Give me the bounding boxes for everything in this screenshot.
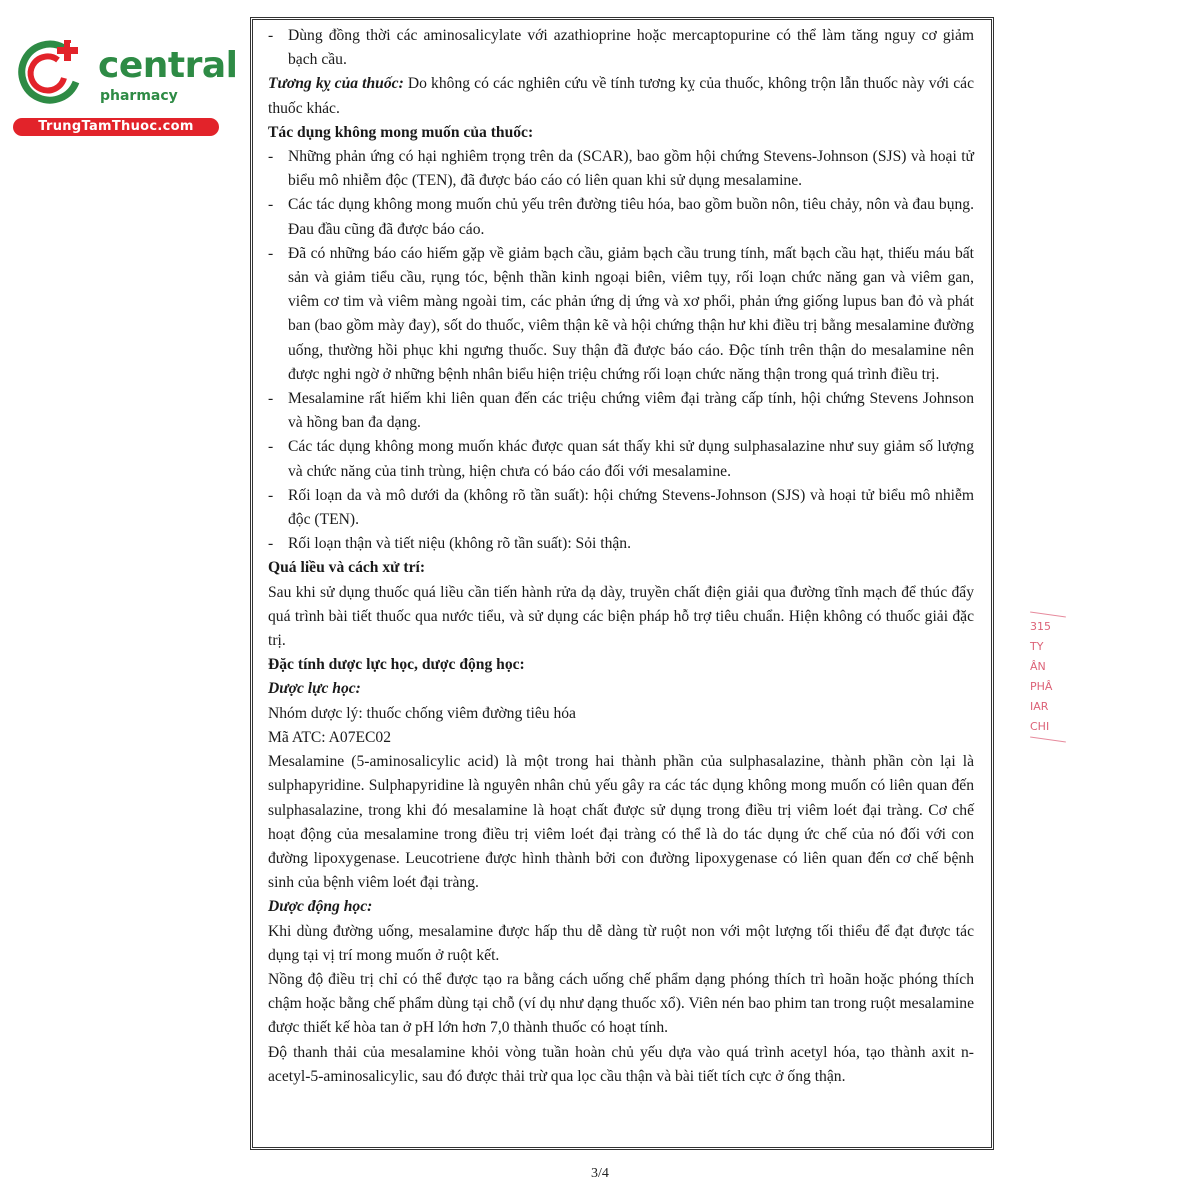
pharmacokinetics-paragraph: Khi dùng đường uống, mesalamine được hấp thu dễ dàng từ ruột non với một lượng tối thiểu để đạt được tác dụng tại vị trí mong muốn ở ruột kết. bbox=[268, 922, 974, 964]
adverse-bullet: - Mesalamine rất hiếm khi liên quan đến các triệu chứng viêm đại tràng cấp tính, hội chứng Stevens Johnson và hồng ban đa dạng. bbox=[268, 390, 974, 432]
interaction-bullet: - Dùng đồng thời các aminosalicylate với azathioprine hoặc mercaptopurine có thể làm tăng nguy cơ giảm bạch cầu. bbox=[268, 27, 974, 69]
adverse-bullet: - Rối loạn da và mô dưới da (không rõ tần suất): hội chứng Stevens-Johnson (SJS) và hoại tử biểu mô nhiễm độc (TEN). bbox=[268, 486, 974, 529]
incompatibility-paragraph: Tương kỵ của thuốc: Do không có các nghiên cứu về tính tương kỵ của thuốc, không trộn lẫn thuốc này với các thuốc khác. bbox=[268, 75, 974, 117]
adverse-bullet: - Các tác dụng không mong muốn chủ yếu trên đường tiêu hóa, bao gồm buồn nôn, tiêu chảy, nôn và đau bụng. Đau đầu cũng đã được báo cáo. bbox=[268, 196, 974, 238]
red-stamp-fragment: 315 TY ÂN PHÂ IAR CHI bbox=[1030, 612, 1080, 782]
adverse-bullet: - Các tác dụng không mong muốn khác được quan sát thấy khi sử dụng sulphasalazine như suy giảm số lượng và chức năng của tinh trùng, hiện chưa có báo cáo đối với mesalamine. bbox=[268, 438, 974, 480]
adverse-bullet: - Những phản ứng có hại nghiêm trọng trên da (SCAR), bao gồm hội chứng Stevens-Johnson (SJS) và hoại tử biểu mô nhiễm độc (TEN), đã được báo cáo có liên quan khi sử dụng mesalamine. bbox=[268, 148, 974, 190]
pharmacodynamics-paragraph: Mesalamine (5-aminosalicylic acid) là một trong hai thành phần của sulphasalazine, thành phần còn lại là sulphapyridine. Sulphapyridine là nguyên nhân chủ yếu gây ra các tác dụng không mong muốn có liên quan đến sulphasalazine, trong khi đó mesalamine là hoạt chất được sử dụng trong điều trị viêm loét đại tràng. Cơ chế hoạt động của mesalamine trong điều trị viêm loét đại tràng có thể là do tác dụng ức chế của nó đối với con đường lipoxygenase. Leucotriene được hình thành bởi con đường lipoxygenase có liên quan đến cơ chế bệnh sinh của bệnh viêm loét đại tràng. bbox=[268, 753, 974, 892]
adverse-bullet: - Rối loạn thận và tiết niệu (không rõ tần suất): Sỏi thận. bbox=[268, 535, 632, 553]
overdose-heading: Quá liều và cách xử trí: bbox=[268, 559, 426, 577]
central-pharmacy-logo[interactable] bbox=[10, 38, 238, 138]
brand-subtitle: pharmacy bbox=[100, 88, 178, 104]
pharmacokinetics-paragraph: Nồng độ điều trị chỉ có thể được tạo ra bằng cách uống chế phẩm dạng phóng thích trì hoãn hoặc phóng thích chậm hoặc bằng chế phẩm dùng tại chỗ (ví dụ như dạng thuốc xổ). Viên nén bao phim tan trong ruột mesalamine được thiết kế hòa tan ở pH lớn hơn 7,0 thành thuốc có hoạt tính. bbox=[268, 970, 974, 1037]
incompatibility-label: Tương kỵ của thuốc: bbox=[268, 75, 404, 93]
atc-code: Mã ATC: A07EC02 bbox=[268, 728, 392, 746]
pharmacokinetics-heading: Dược động học: bbox=[268, 898, 373, 916]
pharmacology-heading: Đặc tính dược lực học, dược động học: bbox=[268, 656, 525, 674]
pharmacokinetics-paragraph: Độ thanh thải của mesalamine khỏi vòng tuần hoàn chủ yếu dựa vào quá trình acetyl hóa, tạo thành axit n-acetyl-5-aminosalicylic, sau đó được thải trừ qua lọc cầu thận và bài tiết tích cực ở ống thận. bbox=[268, 1043, 974, 1085]
brand-name: central bbox=[98, 45, 238, 86]
pharmacologic-group: Nhóm dược lý: thuốc chống viêm đường tiêu hóa bbox=[268, 704, 576, 722]
page-number: 3/4 bbox=[591, 1166, 609, 1181]
pharmacodynamics-heading: Dược lực học: bbox=[268, 680, 361, 698]
document-body bbox=[268, 24, 974, 1089]
adverse-effects-heading: Tác dụng không mong muốn của thuốc: bbox=[268, 123, 534, 141]
overdose-paragraph: Sau khi sử dụng thuốc quá liều cần tiến hành rửa dạ dày, truyền chất điện giải qua đường tĩnh mạch để thúc đẩy quá trình bài tiết thuốc qua nước tiểu, và sử dụng các biện pháp hỗ trợ tiêu chuẩn. Hiện không có thuốc giải đặc trị. bbox=[268, 583, 974, 650]
adverse-bullet: - Đã có những báo cáo hiếm gặp về giảm bạch cầu, giảm bạch cầu trung tính, mất bạch cầu hạt, thiếu máu bất sản và giảm tiểu cầu, rụng tóc, bệnh thần kinh ngoại biên, viêm tụy, rối loạn chức năng gan và viêm gan, viêm cơ tim và viêm màng ngoài tim, các phản ứng dị ứng và xơ phổi, phản ứng giống lupus ban đỏ và phát ban (bao gồm mày đay), sốt do thuốc, viêm thận kẽ và hội chứng thận hư khi điều trị bằng mesalamine đường uống, thường hồi phục khi ngưng thuốc. Suy thận đã được báo cáo. Độc tính trên thận do mesalamine nên được nghi ngờ ở những bệnh nhân biểu hiện triệu chứng rối loạn chức năng thận trong quá trình điều trị. bbox=[268, 244, 974, 383]
pharmacy-cross-icon bbox=[14, 38, 82, 104]
brand-website-link[interactable]: TrungTamThuoc.com bbox=[13, 118, 219, 136]
